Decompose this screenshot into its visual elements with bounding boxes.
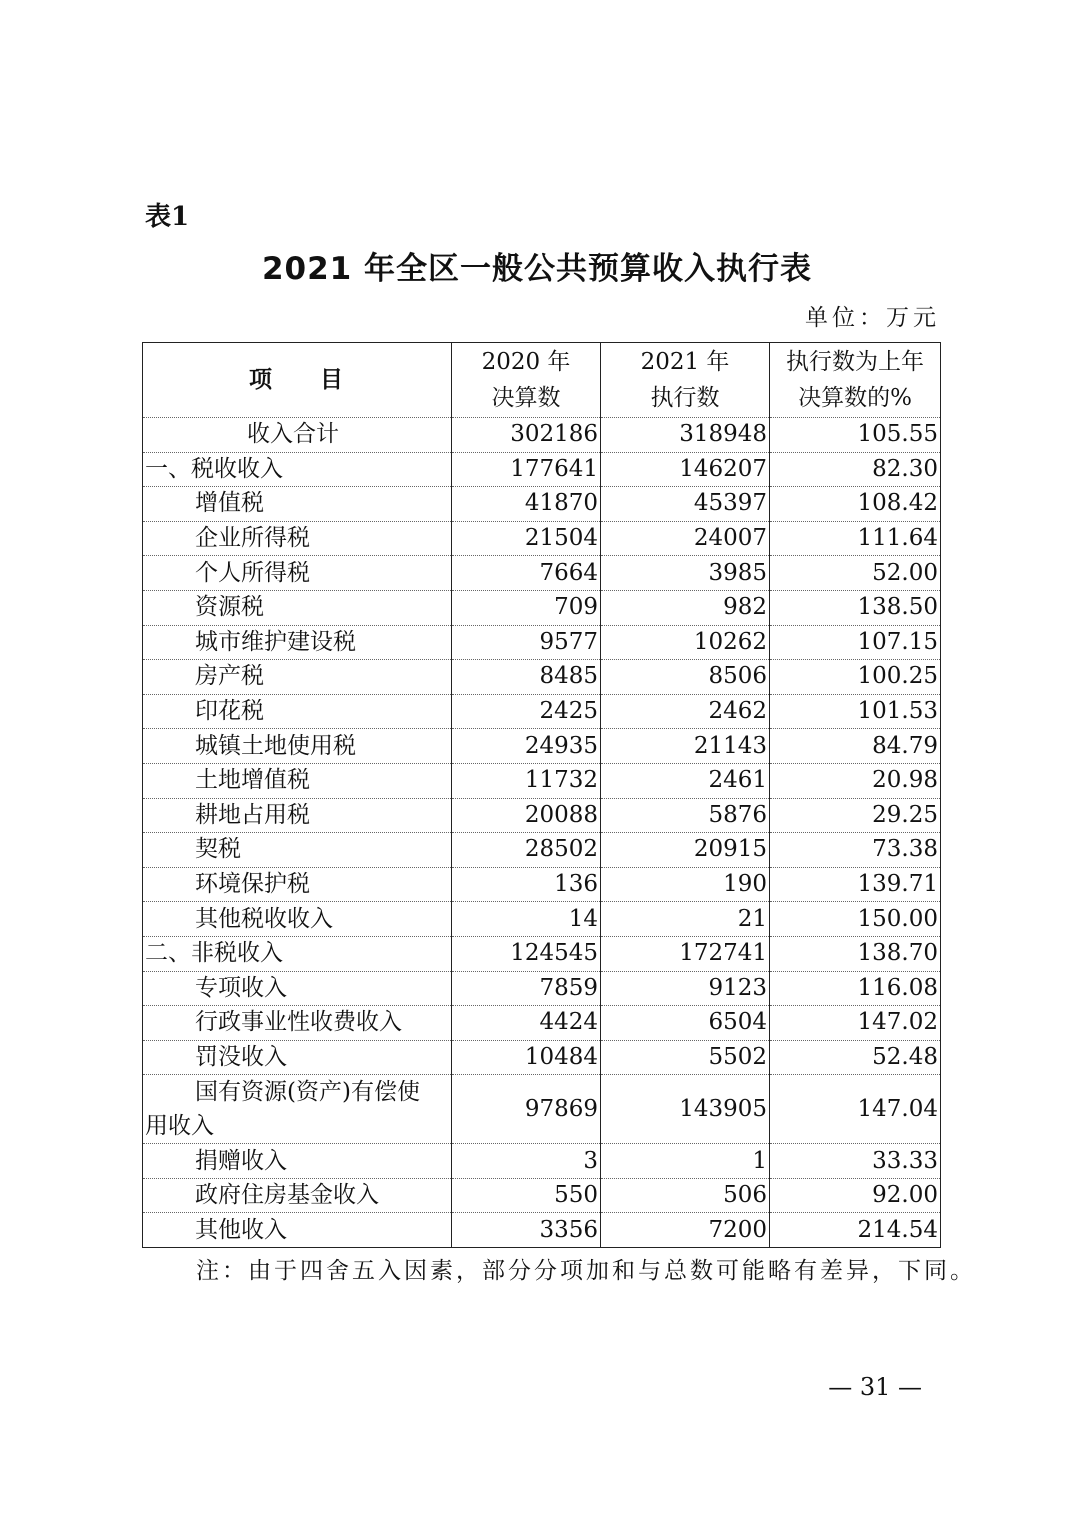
- table-row: [143, 763, 941, 798]
- row-2021: 172741: [601, 936, 770, 971]
- row-2020: 7859: [452, 971, 601, 1006]
- row-percent: 107.15: [770, 625, 941, 660]
- row-name: 耕地占用税: [143, 798, 452, 833]
- row-name: 个人所得税: [143, 556, 452, 591]
- row-2020: 8485: [452, 660, 601, 695]
- table-row: [143, 1178, 941, 1213]
- table-row: [143, 521, 941, 556]
- row-percent: 111.64: [770, 521, 941, 556]
- table-row: [143, 902, 941, 937]
- row-percent: 92.00: [770, 1178, 941, 1213]
- row-2021: 10262: [601, 625, 770, 660]
- row-name: 专项收入: [143, 971, 452, 1006]
- row-2021: 506: [601, 1178, 770, 1213]
- row-2020: 2425: [452, 694, 601, 729]
- table-row: [143, 1075, 941, 1144]
- row-percent: 20.98: [770, 763, 941, 798]
- row-name: 捐赠收入: [143, 1144, 452, 1179]
- table-row: [143, 625, 941, 660]
- row-2021: 1: [601, 1144, 770, 1179]
- row-2021: 45397: [601, 487, 770, 522]
- row-2021: 5502: [601, 1040, 770, 1075]
- row-name: 罚没收入: [143, 1040, 452, 1075]
- row-2021: 9123: [601, 971, 770, 1006]
- footnote: 注：由于四舍五入因素，部分分项加和与总数可能略有差异，下同。: [196, 1258, 976, 1284]
- table-row: [143, 660, 941, 695]
- row-2020: 177641: [452, 452, 601, 487]
- row-name: 资源税: [143, 590, 452, 625]
- row-2020: 550: [452, 1178, 601, 1213]
- row-2020: 9577: [452, 625, 601, 660]
- header-percent-line2: 决算数的%: [798, 385, 912, 411]
- header-item-left: 项: [249, 366, 274, 393]
- row-2021: 190: [601, 867, 770, 902]
- table-row: [143, 1040, 941, 1075]
- row-2021: 2461: [601, 763, 770, 798]
- row-2021: 7200: [601, 1213, 770, 1248]
- row-name: 土地增值税: [143, 763, 452, 798]
- row-2020: 41870: [452, 487, 601, 522]
- table-row-total: [143, 418, 941, 453]
- row-percent: 139.71: [770, 867, 941, 902]
- table-row: [143, 971, 941, 1006]
- row-2020: 3356: [452, 1213, 601, 1248]
- table-row: [143, 590, 941, 625]
- row-2021: 20915: [601, 833, 770, 868]
- row-2020: 124545: [452, 936, 601, 971]
- row-name: 一、税收收入: [143, 452, 452, 487]
- header-2020-line2: 决算数: [491, 385, 561, 411]
- row-percent: 105.55: [770, 418, 941, 453]
- row-percent: 116.08: [770, 971, 941, 1006]
- row-percent: 150.00: [770, 902, 941, 937]
- row-percent: 84.79: [770, 729, 941, 764]
- row-2021: 982: [601, 590, 770, 625]
- row-2021: 143905: [601, 1075, 770, 1144]
- table-row-category: [143, 452, 941, 487]
- row-2021: 6504: [601, 1006, 770, 1041]
- row-2020: 7664: [452, 556, 601, 591]
- row-percent: 29.25: [770, 798, 941, 833]
- row-name: 其他税收收入: [143, 902, 452, 937]
- table-row: [143, 729, 941, 764]
- table-row: [143, 867, 941, 902]
- header-2021-line2: 执行数: [650, 385, 720, 411]
- row-name: 行政事业性收费收入: [143, 1006, 452, 1041]
- row-2020: 136: [452, 867, 601, 902]
- row-percent: 138.70: [770, 936, 941, 971]
- row-percent: 100.25: [770, 660, 941, 695]
- table-row: [143, 833, 941, 868]
- row-2020: 97869: [452, 1075, 601, 1144]
- row-percent: 73.38: [770, 833, 941, 868]
- row-name: 收入合计: [143, 418, 452, 453]
- row-name: 二、非税收入: [143, 936, 452, 971]
- row-percent: 52.48: [770, 1040, 941, 1075]
- row-2021: 3985: [601, 556, 770, 591]
- table-row: [143, 694, 941, 729]
- row-2021: 8506: [601, 660, 770, 695]
- row-2021: 21: [601, 902, 770, 937]
- row-percent: 33.33: [770, 1144, 941, 1179]
- table-header-row: [143, 343, 941, 418]
- row-percent: 101.53: [770, 694, 941, 729]
- row-name-line1: 国有资源(资产)有偿使: [195, 1079, 420, 1106]
- header-percent-line1: 执行数为上年: [786, 349, 924, 375]
- page-title: 2021 年全区一般公共预算收入执行表: [261, 251, 813, 287]
- row-percent: 147.04: [770, 1075, 941, 1144]
- row-percent: 147.02: [770, 1006, 941, 1041]
- row-2020: 302186: [452, 418, 601, 453]
- row-2020: 10484: [452, 1040, 601, 1075]
- header-percent: [770, 343, 941, 418]
- row-name: 房产税: [143, 660, 452, 695]
- row-2020: 3: [452, 1144, 601, 1179]
- header-2021-line1: 2021 年: [640, 349, 730, 375]
- row-2021: 5876: [601, 798, 770, 833]
- row-2020: 28502: [452, 833, 601, 868]
- row-name: 企业所得税: [143, 521, 452, 556]
- row-name: 其他收入: [143, 1213, 452, 1248]
- header-2021-executed: [601, 343, 770, 418]
- table-row: [143, 1144, 941, 1179]
- unit-label: 单位：万元: [805, 305, 940, 331]
- row-percent: 214.54: [770, 1213, 941, 1248]
- table-row-category: [143, 936, 941, 971]
- row-2020: 11732: [452, 763, 601, 798]
- row-2020: 21504: [452, 521, 601, 556]
- row-percent: 82.30: [770, 452, 941, 487]
- row-percent: 138.50: [770, 590, 941, 625]
- row-name-wrapped: [143, 1075, 452, 1144]
- row-name-line2: 用收入: [145, 1113, 214, 1140]
- header-item: [143, 343, 452, 418]
- row-2020: 4424: [452, 1006, 601, 1041]
- row-name: 契税: [143, 833, 452, 868]
- row-percent: 108.42: [770, 487, 941, 522]
- row-2021: 21143: [601, 729, 770, 764]
- table-label: 表1: [145, 202, 190, 232]
- row-2020: 14: [452, 902, 601, 937]
- row-name: 印花税: [143, 694, 452, 729]
- header-2020-line1: 2020 年: [481, 349, 571, 375]
- row-2020: 24935: [452, 729, 601, 764]
- row-2021: 24007: [601, 521, 770, 556]
- budget-revenue-table: [142, 342, 941, 1248]
- row-name: 增值税: [143, 487, 452, 522]
- table-row: [143, 556, 941, 591]
- row-2020: 709: [452, 590, 601, 625]
- page-number: — 31 —: [828, 1373, 922, 1401]
- row-2021: 146207: [601, 452, 770, 487]
- header-item-right: 目: [320, 366, 345, 393]
- row-percent: 52.00: [770, 556, 941, 591]
- header-2020-final: [452, 343, 601, 418]
- row-2021: 318948: [601, 418, 770, 453]
- table-row: [143, 798, 941, 833]
- row-2020: 20088: [452, 798, 601, 833]
- table-row: [143, 487, 941, 522]
- row-2021: 2462: [601, 694, 770, 729]
- row-name: 城镇土地使用税: [143, 729, 452, 764]
- row-name: 政府住房基金收入: [143, 1178, 452, 1213]
- row-name: 环境保护税: [143, 867, 452, 902]
- table-row: [143, 1006, 941, 1041]
- row-name: 城市维护建设税: [143, 625, 452, 660]
- table-row: [143, 1213, 941, 1248]
